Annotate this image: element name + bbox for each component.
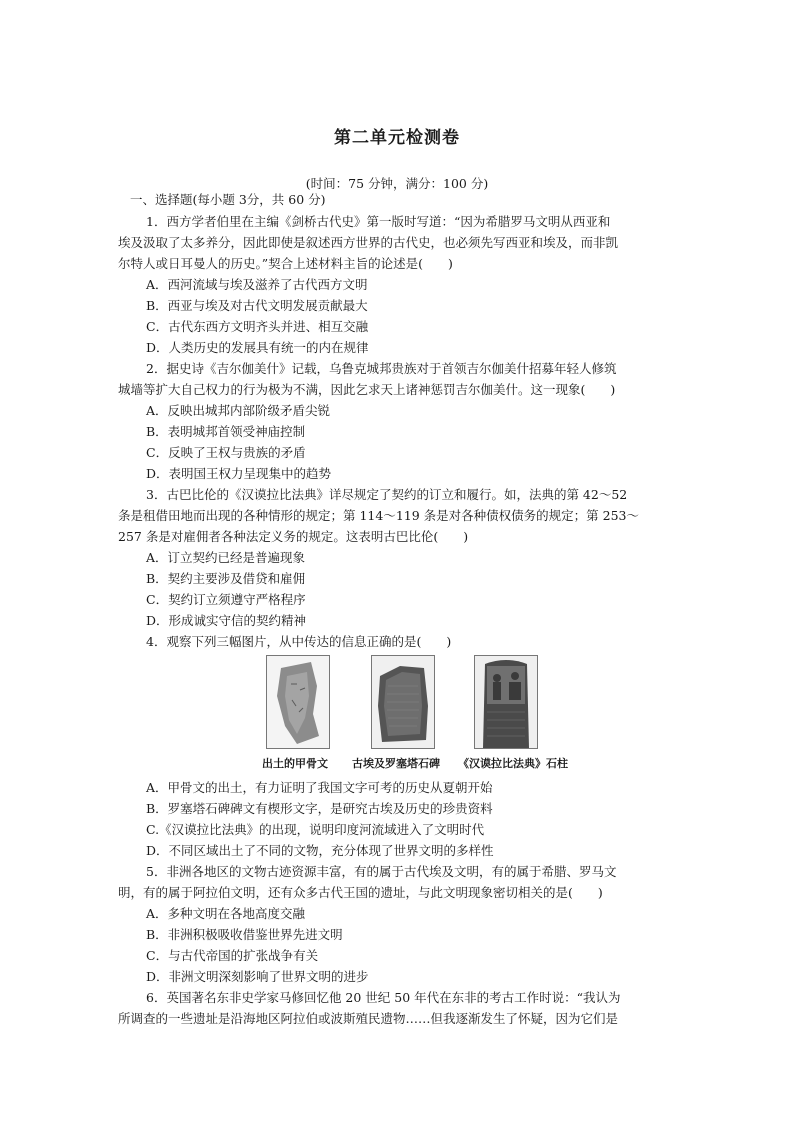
question-6-line-2: 所调查的一些遗址是沿海地区阿拉伯或波斯殖民遗物……但我逐渐发生了怀疑，因为它们是 [118, 1011, 619, 1026]
question-2-option-b: B．表明城邦首领受神庙控制 [146, 424, 306, 439]
question-2-line-2: 城墙等扩大自己权力的行为极为不满，因此乞求天上诸神惩罚吉尔伽美什。这一现象( ) [118, 382, 616, 397]
question-1-option-b: B．西亚与埃及对古代文明发展贡献最大 [146, 298, 368, 313]
question-3-line-2: 条是租借田地而出现的各种情形的规定；第 114～119 条是对各种债权债务的规定；第 253～ [118, 508, 639, 523]
exam-meta: (时间：75 分钟，满分：100 分) [305, 176, 489, 191]
question-2-line-1: 2．据史诗《吉尔伽美什》记载，乌鲁克城邦贵族对于首领吉尔伽美什招募年轻人修筑 [146, 361, 617, 376]
caption-rosetta-stone: 古埃及罗塞塔石碑 [352, 757, 440, 770]
question-4-option-b: B．罗塞塔石碑碑文有楔形文字，是研究古埃及历史的珍贵资料 [146, 801, 493, 816]
question-1-option-c: C．古代东西方文明齐头并进、相互交融 [146, 319, 369, 334]
question-2-option-c: C．反映了王权与贵族的矛盾 [146, 445, 306, 460]
rosetta-stone-image [371, 655, 435, 749]
caption-hammurabi-stele: 《汉谟拉比法典》石柱 [458, 757, 568, 770]
question-4-line-1: 4．观察下列三幅图片，从中传达的信息正确的是( ) [146, 634, 452, 649]
question-5-line-2: 明，有的属于阿拉伯文明，还有众多古代王国的遗址，与此文明现象密切相关的是( ) [118, 885, 603, 900]
question-3-option-b: B．契约主要涉及借贷和雇佣 [146, 571, 306, 586]
question-1-line-3: 尔特人或日耳曼人的历史。”契合上述材料主旨的论述是( ) [118, 256, 453, 271]
question-3-option-d: D．形成诚实守信的契约精神 [146, 613, 307, 628]
hammurabi-stele-image [474, 655, 538, 749]
question-5-option-c: C．与古代帝国的扩张战争有关 [146, 948, 319, 963]
question-3-line-1: 3．古巴比伦的《汉谟拉比法典》详尽规定了契约的订立和履行。如，法典的第 42～52 [146, 487, 628, 502]
question-5-line-1: 5．非洲各地区的文物古迹资源丰富，有的属于古代埃及文明，有的属于希腊、罗马文 [146, 864, 617, 879]
question-2-option-a: A．反映出城邦内部阶级矛盾尖锐 [146, 403, 331, 418]
caption-oracle-bone: 出土的甲骨文 [262, 757, 328, 770]
page-title: 第二单元检测卷 [334, 128, 460, 148]
oracle-bone-image [266, 655, 330, 749]
question-1-option-d: D．人类历史的发展具有统一的内在规律 [146, 340, 369, 355]
question-5-option-d: D．非洲文明深刻影响了世界文明的进步 [146, 969, 369, 984]
question-6-line-1: 6．英国著名东非史学家马修回忆他 20 世纪 50 年代在东非的考古工作时说：“我认为 [146, 990, 621, 1005]
question-4-figures [266, 655, 538, 750]
question-5-option-b: B．非洲积极吸收借鉴世界先进文明 [146, 927, 343, 942]
section-heading: 一、选择题(每小题 3分，共 60 分) [130, 192, 326, 207]
question-3-line-3: 257 条是对雇佣者各种法定义务的规定。这表明古巴比伦( ) [118, 529, 469, 544]
question-4-option-d: D．不同区域出土了不同的文物，充分体现了世界文明的多样性 [146, 843, 494, 858]
question-5-option-a: A．多种文明在各地高度交融 [146, 906, 306, 921]
question-4-option-a: A．甲骨文的出土，有力证明了我国文字可考的历史从夏朝开始 [146, 780, 493, 795]
question-3-option-c: C．契约订立须遵守严格程序 [146, 592, 306, 607]
question-2-option-d: D．表明国王权力呈现集中的趋势 [146, 466, 332, 481]
question-4-option-c: C.《汉谟拉比法典》的出现，说明印度河流域进入了文明时代 [146, 822, 485, 837]
question-1-line-1: 1．西方学者伯里在主编《剑桥古代史》第一版时写道：“因为希腊罗马文明从西亚和 [146, 214, 611, 229]
question-3-option-a: A．订立契约已经是普遍现象 [146, 550, 306, 565]
question-1-line-2: 埃及汲取了太多养分，因此即使是叙述西方世界的古代史，也必须先写西亚和埃及，而非凯 [118, 235, 619, 250]
question-1-option-a: A．西河流域与埃及滋养了古代西方文明 [146, 277, 368, 292]
